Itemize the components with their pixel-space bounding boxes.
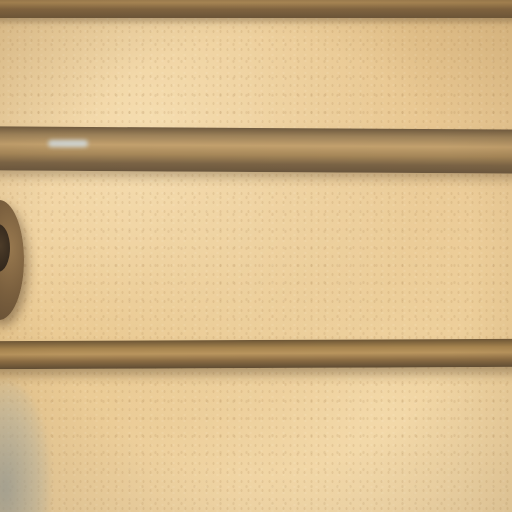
middle-rod (0, 126, 512, 173)
rod-highlight (48, 140, 88, 147)
lower-rod (0, 339, 512, 369)
top-rod (0, 0, 512, 18)
